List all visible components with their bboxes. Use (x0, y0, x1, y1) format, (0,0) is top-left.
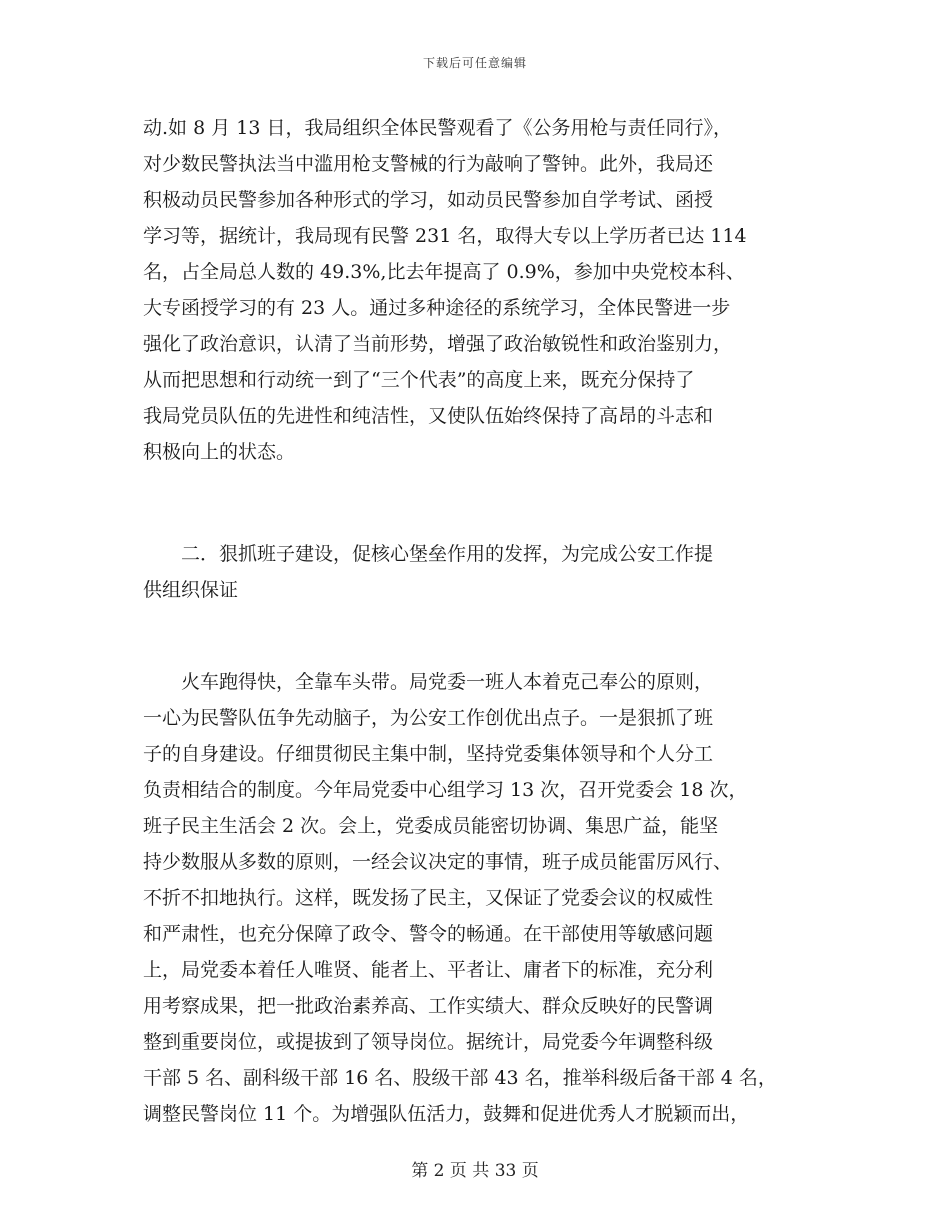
page-number-footer: 第 2 页 共 33 页 (411, 1161, 539, 1181)
text-line: 持少数服从多数的原则，一经会议决定的事情，班子成员能雷厉风行、 (143, 851, 733, 873)
paragraph-spacer (143, 470, 808, 536)
text-line: 动.如 8 月 13 日，我局组织全体民警观看了《公务用枪与责任同行》， (143, 117, 732, 139)
text-line: 积极动员民警参加各种形式的学习，如动员民警参加自学考试、函授 (143, 189, 714, 211)
text-line: 我局党员队伍的先进性和纯洁性，又使队伍始终保持了高昂的斗志和 (143, 405, 714, 427)
text-line: 不折不扣地执行。这样，既发扬了民主，又保证了党委会议的权威性 (143, 887, 714, 909)
text-line: 对少数民警执法当中滥用枪支警械的行为敲响了警钟。此外，我局还 (143, 153, 714, 175)
text-line: 积极向上的状态。 (143, 441, 296, 463)
text-line: 上，局党委本着任人唯贤、能者上、平者让、庸者下的标准，充分利 (143, 959, 714, 981)
text-line: 干部 5 名、副科级干部 16 名、股级干部 43 名，推举科级后备干部 4 名， (143, 1067, 777, 1089)
text-line: 调整民警岗位 11 个。为增强队伍活力，鼓舞和促进优秀人才脱颖而出， (143, 1103, 750, 1125)
page-header: 下载后可任意编辑 (422, 56, 527, 70)
text-line: 名，占全局总人数的 49.3%,比去年提高了 0.9%，参加中央党校本科、 (143, 261, 745, 283)
paragraph-spacer (143, 608, 808, 664)
text-line: 火车跑得快，全靠车头带。局党委一班人本着克己奉公的原则， (181, 671, 714, 693)
paragraph-3 (143, 664, 808, 1132)
text-line: 一心为民警队伍争先动脑子，为公安工作创优出点子。一是狠抓了班 (143, 707, 714, 729)
text-line: 班子民主生活会 2 次。会上，党委成员能密切协调、集思广益，能坚 (143, 815, 719, 837)
text-line: 和严肃性，也充分保障了政令、警令的畅通。在干部使用等敏感问题 (143, 923, 714, 945)
heading-line: 二．狠抓班子建设，促核心堡垒作用的发挥，为完成公安工作提 (181, 543, 714, 565)
text-line: 负责相结合的制度。今年局党委中心组学习 13 次，召开党委会 18 次， (143, 779, 748, 801)
document-body (143, 110, 808, 1132)
text-line: 子的自身建设。仔细贯彻民主集中制，坚持党委集体领导和个人分工 (143, 743, 714, 765)
paragraph-1 (143, 110, 808, 470)
section-heading (143, 536, 808, 608)
text-line: 学习等，据统计，我局现有民警 231 名，取得大专以上学历者已达 114 (143, 225, 747, 247)
heading-line: 供组织保证 (143, 579, 239, 601)
text-line: 用考察成果，把一批政治素养高、工作实绩大、群众反映好的民警调 (143, 995, 714, 1017)
text-line: 强化了政治意识，认清了当前形势，增强了政治敏锐性和政治鉴别力， (143, 333, 733, 355)
text-line: 从而把思想和行动统一到了“三个代表”的高度上来，既充分保持了 (143, 369, 695, 391)
text-line: 大专函授学习的有 23 人。通过多种途径的系统学习，全体民警进一步 (143, 297, 731, 319)
text-line: 整到重要岗位，或提拔到了领导岗位。据统计，局党委今年调整科级 (143, 1031, 714, 1053)
